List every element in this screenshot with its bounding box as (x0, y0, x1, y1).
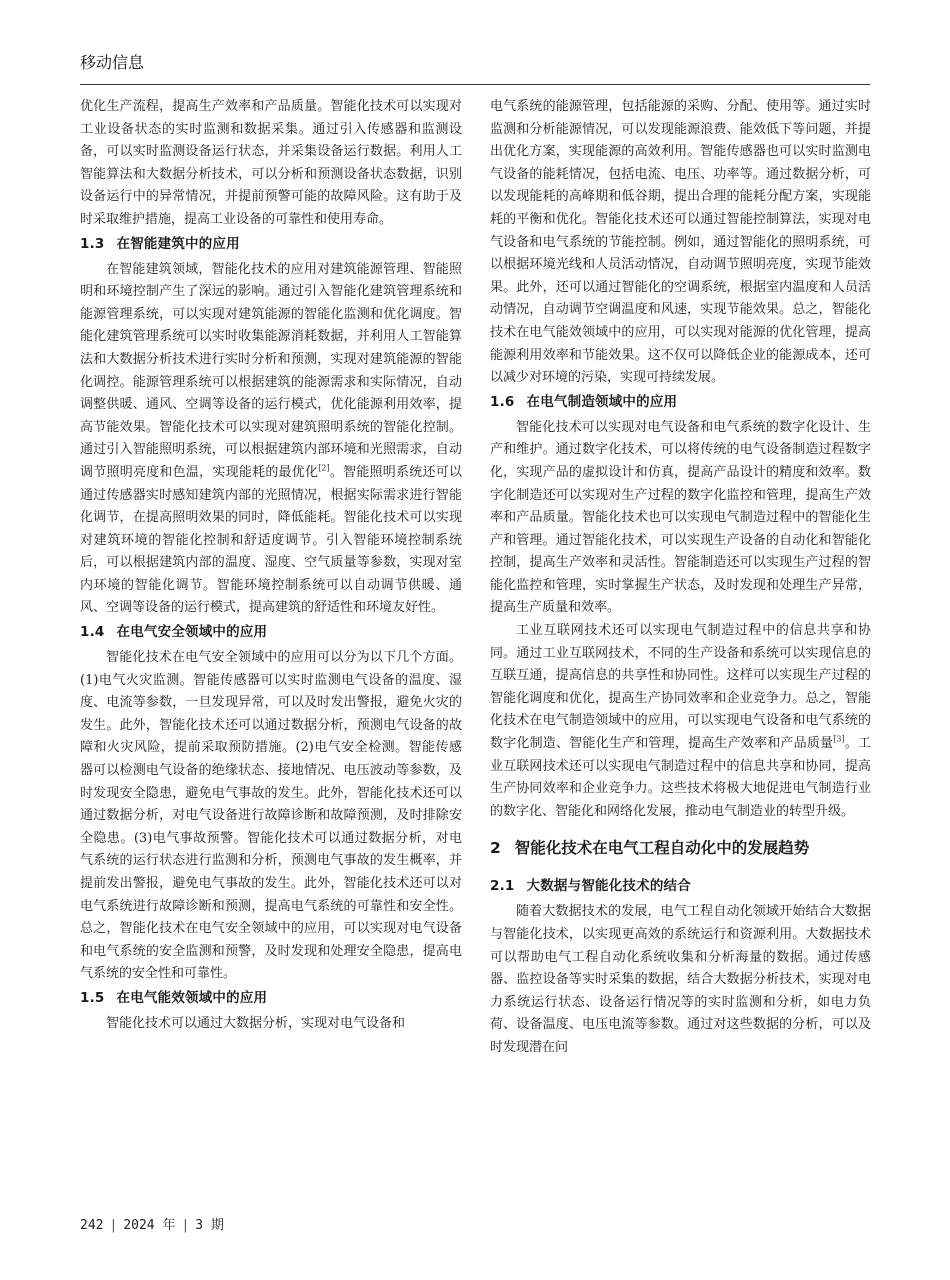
section-heading-1-3 (80, 233, 462, 255)
paragraph-1-3 (80, 259, 462, 621)
right-column (490, 96, 871, 1060)
page-number: 242 (80, 1218, 104, 1233)
footer-separator: | (181, 1218, 190, 1233)
paragraph-text: 在智能建筑领域，智能化技术的应用对建筑能源管理、智能照明和环境控制产生了深远的影响。通过引入智能化建筑管理系统和能源管理系统，可以实现对建筑能源的智能化监测和优化调度。智能化建筑管理系统可以实时收集能源消耗数据，并利用人工智能算法和大数据分析技术进行实时分析和预测，实现对建筑能源的智能化调控。能源管理系统可以根据建筑的能源需求和实际情况，自动调整供暖、通风、空调等设备的运行模式，优化能源利用效率，提高节能效果。智能化技术可以实现对建筑照明系统的智能化控制。通过引入智能照明系统，可以根据建筑内部环境和光照需求，自动调节照明亮度和色温，实现能耗的最优化 (80, 261, 462, 480)
section-heading-1-5 (80, 987, 462, 1009)
paragraph-2-1: 随着大数据技术的发展，电气工程自动化领域开始结合大数据与智能化技术，以实现更高效的系统运行和资源利用。大数据技术可以帮助电气工程自动化系统收集和分析海量的数据。通过传感器、监控设备等实时采集的数据，结合大数据分析技术，实现对电力系统运行状态、设备运行情况等的实时监测和分析，如电力负荷、设备温度、电压电流等参数。通过对这些数据的分析，可以及时发现潜在问 (490, 904, 871, 1055)
footer-separator: | (109, 1218, 118, 1233)
paragraph-1-6-a: 智能化技术可以实现对电气设备和电气系统的数字化设计、生产和维护。通过数字化技术，可以将传统的电气设备制造过程数字化，实现产品的虚拟设计和仿真，提高产品设计的精度和效率。数字化制造还可以实现对生产过程的数字化监控和管理，提高生产效率和产品质量。智能化技术也可以实现电气制造过程中的智能化生产和管理。通过智能化技术，可以实现生产设备的自动化和智能化控制，提高生产效率和灵活性。智能制造还可以实现生产过程的智能化监控和管理，实时掌握生产状态，及时发现和处理生产异常，提高生产质量和效率。 (490, 419, 871, 616)
section-title: 在电气安全领域中的应用 (116, 624, 268, 641)
paragraph-text: 。工业互联网技术还可以实现电气制造过程中的信息共享和协同，提高生产协同效率和企业竞争力。这些技术将极大地促进电气制造行业的数字化、智能化和网络化发展，推动电气制造业的转型升级。 (490, 736, 871, 819)
section-number: 1.4 (80, 624, 105, 641)
citation-ref[interactable]: [2] (318, 463, 330, 473)
journal-title: 移动信息 (80, 53, 145, 72)
section-heading-2-1 (490, 875, 871, 897)
section-title: 智能化技术在电气工程自动化中的发展趋势 (514, 839, 810, 858)
issue-year: 2024 年 (123, 1218, 176, 1233)
section-title: 在电气制造领域中的应用 (526, 393, 678, 410)
section-number: 2 (490, 839, 501, 858)
section-heading-2 (490, 835, 871, 861)
section-number: 2.1 (490, 878, 515, 895)
paragraph-text: 。智能照明系统还可以通过传感器实时感知建筑内部的光照情况，根据实际需求进行智能化调节，在提高照明效果的同时，降低能耗。智能化技术可以实现对建筑环境的智能化控制和舒适度调节。引入智能环境控制系统后，可以根据建筑内部的温度、湿度、空气质量等参数，实现对室内环境的智能化调节。智能环境控制系统可以自动调节供暖、通风、空调等设备的运行模式，提高建筑的舒适性和环境友好性。 (80, 464, 462, 616)
section-title: 大数据与智能化技术的结合 (526, 878, 691, 895)
citation-ref[interactable]: [3] (833, 734, 845, 744)
paragraph-1-5-continued: 电气系统的能源管理，包括能源的采购、分配、使用等。通过实时监测和分析能源情况，可以发现能源浪费、能效低下等问题，并提出优化方案，实现能源的高效利用。智能传感器也可以实时监测电气设备的能耗情况，包括电流、电压、功率等。通过数据分析，可以发现能耗的高峰期和低谷期，提出合理的能耗分配方案，实现能耗的平衡和优化。智能化技术还可以通过智能控制算法，实现对电气设备和电气系统的节能控制。例如，通过智能化的照明系统，可以根据环境光线和人员活动情况，自动调节照明亮度，实现节能效果。此外，还可以通过智能化的空调系统，根据室内温度和人员活动情况，自动调节空调温度和风速，实现节能效果。总之，智能化技术在电气能效领域中的应用，可以实现对能源的优化管理，提高能源利用效率和节能效果。这不仅可以降低企业的能源成本，还可以减少对环境的污染，实现可持续发展。 (490, 99, 871, 386)
paragraph-1-5: 智能化技术可以通过大数据分析，实现对电气设备和 (106, 1015, 406, 1031)
section-heading-1-4 (80, 621, 462, 643)
section-title: 在智能建筑中的应用 (116, 235, 240, 252)
left-column (80, 96, 462, 1036)
paragraph-intro: 优化生产流程，提高生产效率和产品质量。智能化技术可以实现对工业设备状态的实时监测和数据采集。通过引入传感器和监测设备，可以实时监测设备运行状态，并采集设备运行数据。利用人工智能算法和大数据分析技术，可以分析和预测设备状态数据，识别设备运行中的异常情况，并提前预警可能的故障风险。这有助于及时采取维护措施，提高工业设备的可靠性和使用寿命。 (80, 99, 462, 227)
section-number: 1.3 (80, 235, 105, 252)
section-number: 1.6 (490, 393, 515, 410)
paragraph-1-6-b (490, 620, 871, 823)
paragraph-text: 工业互联网技术还可以实现电气制造过程中的信息共享和协同。通过工业互联网技术，不同的生产设备和系统可以实现信息的互联互通，提高信息的共享性和协同性。这样可以实现生产过程的智能化调度和优化，提高生产协同效率和企业竞争力。总之，智能化技术在电气制造领域中的应用，可以实现电气设备和电气系统的数字化制造、智能化生产和管理，提高生产效率和产品质量 (490, 623, 871, 752)
section-title: 在电气能效领域中的应用 (116, 989, 268, 1006)
page-footer (80, 1214, 224, 1233)
section-heading-1-6 (490, 391, 871, 413)
issue-number: 3 期 (195, 1218, 224, 1233)
section-number: 1.5 (80, 989, 105, 1006)
paragraph-1-4: 智能化技术在电气安全领域中的应用可以分为以下几个方面。(1)电气火灾监测。智能传感器可以实时监测电气设备的温度、湿度、电流等参数，一旦发现异常，可以及时发出警报，避免火灾的发生。此外，智能化技术还可以通过数据分析，预测电气设备的故障和火灾风险，提前采取预防措施。(2)电气安全检测。智能传感器可以检测电气设备的绝缘状态、接地情况、电压波动等参数，及时发现安全隐患，避免电气事故的发生。此外，智能化技术还可以通过数据分析，对电气设备进行故障诊断和故障预测，及时排除安全隐患。(3)电气事故预警。智能化技术可以通过数据分析，对电气系统的运行状态进行监测和分析，预测电气事故的发生概率，并提前发出警报，避免电气事故的发生。此外，智能化技术还可以对电气系统进行故障诊断和预测，提高电气系统的可靠性和安全性。总之，智能化技术在电气安全领域中的应用，可以实现对电气设备和电气系统的安全监测和预警，及时发现和处理安全隐患，提高电气系统的安全性和可靠性。 (80, 650, 462, 982)
header-rule (80, 84, 870, 85)
